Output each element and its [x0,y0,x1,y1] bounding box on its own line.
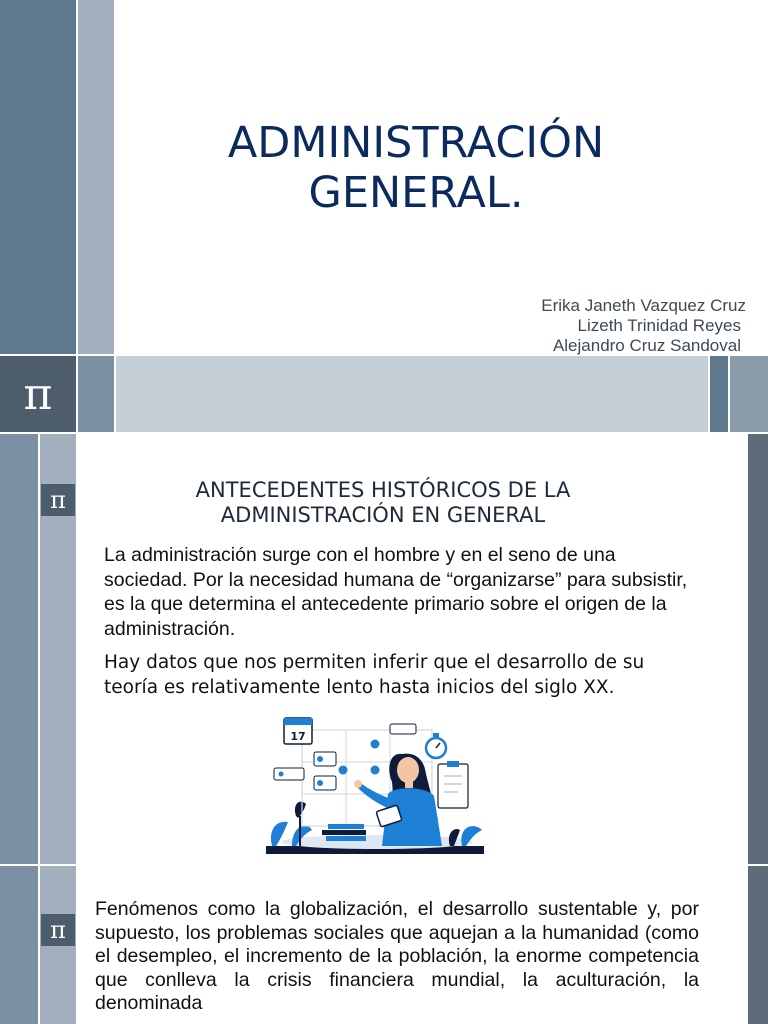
strip-band [116,356,708,432]
book-icon [326,836,366,841]
slide2-side-band-dark [0,434,38,864]
slide1-title [140,118,692,218]
bell-icon [279,772,284,777]
clipboard-clip [447,761,459,767]
slide3-paragraph: Fenómenos como la globalización, el desarrollo sustentable y, por supuesto, los problemas sociales que aquejan a la humanidad (como el desempleo, el incremento de la población, la enorme competencia que conlleva la crisis financiera mundial, la aculturación, la denominada [95,898,699,1014]
slide1-side-band-dark [0,0,76,354]
book-icon [322,830,366,835]
message-card [390,724,416,734]
strip-block [730,356,768,432]
book-icon [328,824,364,829]
pi-icon: π [41,914,75,946]
slide1-side-band-light [78,0,114,354]
user-node-icon [339,766,348,775]
ground-shadow [281,835,473,849]
user-node-icon [371,766,380,775]
slide3-right-band [748,866,768,1024]
slide2-heading-line1: ANTECEDENTES HISTÓRICOS DE LA [195,478,571,502]
strip-block [78,356,114,432]
slide2-paragraph-1: La administración surge con el hombre y en el seno de una sociedad. Por la necesidad humana de “organizarse” para subsistir, es la que determina el antecedente primario sobre el origen de la administración. [104,544,688,640]
slide1-title-line1: ADMINISTRACIÓN [227,118,605,168]
pi-icon: π [0,356,76,432]
woman-with-tablet-illustration [262,712,488,856]
woman-neck [405,780,413,788]
clipboard-icon [438,764,468,808]
slide2-heading [120,478,646,528]
slide1-title-line2: GENERAL. [308,168,524,218]
slide2-paragraph-2: Hay datos que nos permiten inferir que el desarrollo de su teoría es relativamente lento hasta inicios del siglo XX. [104,652,645,698]
calendar-day: 17 [290,730,306,743]
user-node-icon [371,740,380,749]
author-name: Lizeth Trinidad Reyes [577,316,741,335]
user-icon [317,756,323,762]
author-name: Erika Janeth Vazquez Cruz [541,296,746,315]
pi-icon: π [41,484,75,516]
stopwatch-crown [433,733,439,737]
calendar-header [284,718,312,725]
woman-face [397,757,419,783]
slide2-right-band [748,434,768,864]
author-name: Alejandro Cruz Sandoval [552,336,741,355]
slide3-side-band-dark [0,866,38,1024]
plant-leaf-icon [295,802,306,818]
strip-block [710,356,728,432]
slide2-heading-line2: ADMINISTRACIÓN EN GENERAL [220,503,546,527]
user-icon [317,780,323,786]
slide1-authors [400,296,746,356]
woman-hand [354,780,362,788]
